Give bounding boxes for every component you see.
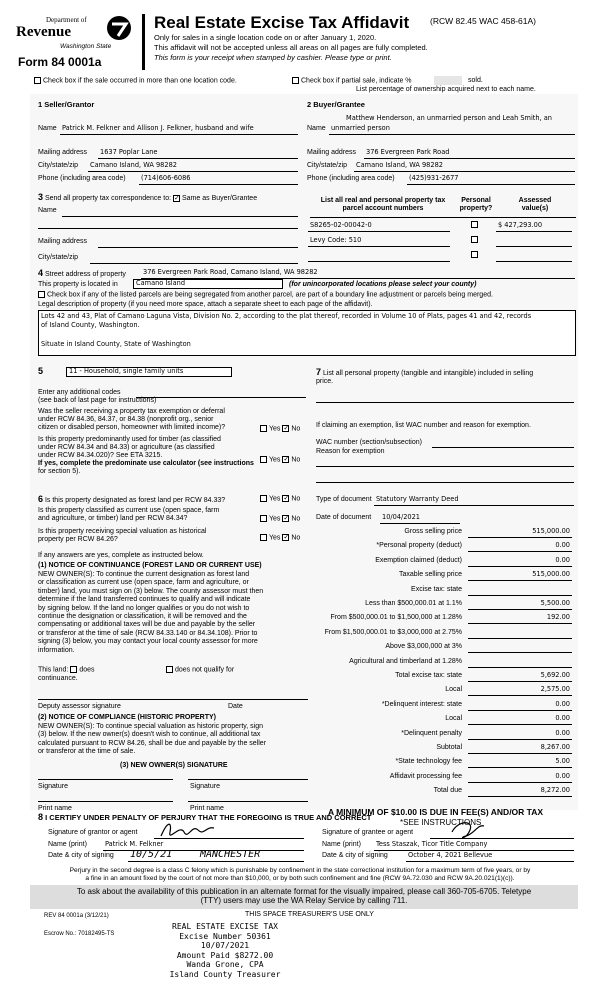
doc-type[interactable]: Statutory Warranty Deed <box>376 495 459 503</box>
forest-yes-no[interactable]: Yes ✓ No <box>260 495 300 503</box>
parcel-number[interactable]: S8265-02-00042-0 <box>310 221 372 229</box>
calc-value[interactable]: 8,267.00 <box>540 743 570 751</box>
grantor-city[interactable]: MANCHESTER <box>200 849 261 860</box>
sec3-line: 3 Send all property tax correspondence to: ✓ Same as Buyer/Grantee <box>38 192 257 203</box>
calc-value[interactable]: 192.00 <box>546 613 570 621</box>
current-use-yes-no[interactable]: Yes ✓ No <box>260 515 300 523</box>
sec5-num: 5 <box>38 366 44 376</box>
new-owner-print-label-2: Print name <box>190 805 224 812</box>
street-label: 4 Street address of property <box>38 268 126 278</box>
header-note-3: This form is your receipt when stamped by cashier. Please type or print. <box>154 53 392 62</box>
same-as-buyer-checkbox[interactable] <box>173 195 180 202</box>
historic-question: Is this property receiving special valuation as historical property per RCW 84.26? <box>38 528 207 544</box>
grantee-name-label: Name (print) <box>322 841 361 848</box>
assessed-header: Assessed value(s) <box>518 197 552 213</box>
calc-label: From $500,000.01 to $1,500,000 at 1.28% <box>330 614 462 621</box>
calc-value[interactable]: 0.00 <box>555 541 570 549</box>
doc-date[interactable]: 10/04/2021 <box>382 513 421 521</box>
buyer-mail-label: Mailing address <box>307 149 357 156</box>
seller-phone-label: Phone (including area code) <box>38 175 126 182</box>
calc-value[interactable]: 5,692.00 <box>540 671 570 679</box>
header-note-1: Only for sales in a single location code on or after January 1, 2020. <box>154 33 377 42</box>
calc-value[interactable]: 8,272.00 <box>540 786 570 794</box>
grantor-signature-label: Signature of grantor or agent <box>48 829 138 836</box>
dept-label: Department of <box>46 16 87 24</box>
forest-question: 6 Is this property designated as forest land per RCW 84.33? <box>38 494 226 504</box>
new-owner-heading: (3) NEW OWNER(S) SIGNATURE <box>120 762 228 769</box>
location-note: (for unincorporated locations please select your county) <box>289 281 477 288</box>
sec3-name-label: Name <box>38 207 57 214</box>
new-owner-signature-label-1: Signature <box>38 783 68 790</box>
treasurer-stamp <box>168 922 282 979</box>
calc-value[interactable]: 515,000.00 <box>532 527 570 535</box>
exemption-question: Was the seller receiving a property tax exemption or deferral under RCW 84.36, 84.37, or 84.38 (nonprofit org., senior citizen or disabled person, homeowner with limited income)? <box>38 408 226 432</box>
exemption-yes-no[interactable]: Yes ✓ No <box>260 425 300 433</box>
buyer-phone-label: Phone (including area code) <box>307 175 395 182</box>
multi-location-label: Check box if the sale occurred in more than one location code. <box>43 77 237 85</box>
compliance-text: NEW OWNER(S): To continue special valuation as historic property, sign (3) below. If the new owner(s) doesn't wish to continue, all additional tax calculated pursuant to RCW 84.26, shall be due and payable by the seller or transferor at the time of sale. <box>38 723 267 756</box>
if-yes-note: If any answers are yes, complete as instructed below. <box>38 552 204 559</box>
certify-heading: 8 I CERTIFY UNDER PENALTY OF PERJURY THAT THE FOREGOING IS TRUE AND CORRECT <box>38 812 372 822</box>
calc-label: Agricultural and timberland at 1.28% <box>349 658 462 665</box>
buyer-phone[interactable]: (425)931-2677 <box>409 174 459 182</box>
form-rcw: (RCW 82.45 WAC 458-61A) <box>430 16 536 26</box>
personal-checkbox-2[interactable] <box>471 236 480 244</box>
grantee-signature[interactable] <box>448 818 488 840</box>
legal-label: Legal description of property (if you need more space, attach a separate sheet to each page of the affidavit). <box>38 301 373 308</box>
seller-name-label: Name <box>38 125 57 132</box>
codes-label: Enter any additional codes (see back of last page for instructions) <box>38 389 157 405</box>
levy-code[interactable]: Levy Code: 510 <box>310 236 362 244</box>
current-use-question: Is this property classified as current use (open space, farm and agriculture, or timber) land per RCW 84.34? <box>38 507 220 523</box>
calc-value[interactable]: 0.00 <box>555 772 570 780</box>
grantor-name[interactable]: Patrick M. Felkner <box>105 840 164 848</box>
calc-label: Total due <box>433 787 462 794</box>
seller-name[interactable]: Patrick M. Felkner and Allison J. Felkner, husband and wife <box>62 124 254 132</box>
continuance-heading: (1) NOTICE OF CONTINUANCE (FOREST LAND OR CURRENT USE) <box>38 562 262 569</box>
segregation-checkbox[interactable] <box>38 291 493 299</box>
grantor-signature[interactable] <box>158 818 218 840</box>
calc-label: Subtotal <box>436 744 462 751</box>
stamp-line: REAL ESTATE EXCISE TAX <box>172 922 278 931</box>
washington-state-label: Washington State <box>60 43 112 50</box>
calc-label: Less than $500,000.01 at 1.1% <box>365 600 462 607</box>
compliance-heading: (2) NOTICE OF COMPLIANCE (HISTORIC PROPERTY) <box>38 714 216 721</box>
reason-label: Reason for exemption <box>316 448 385 455</box>
land-not-qualify[interactable]: does not qualify for <box>166 666 234 674</box>
form-number: Form 84 0001a <box>18 55 102 69</box>
land-qualify[interactable]: This land: does <box>38 666 95 674</box>
calc-label: *Delinquent interest: state <box>381 701 462 708</box>
buyer-mail[interactable]: 376 Evergreen Park Road <box>366 148 450 156</box>
grantee-date[interactable]: October 4, 2021 Bellevue <box>408 851 493 859</box>
partial-sale-label: Check box if partial sale, indicate % <box>301 77 412 85</box>
buyer-name-line2[interactable]: unmarried person <box>331 124 390 132</box>
legal-line-2: of Island County, Washington. <box>41 321 140 329</box>
parcel-list-header: List all real and personal property tax parcel account numbers <box>320 197 446 213</box>
revenue-logo-icon <box>106 14 132 42</box>
seller-mail[interactable]: 1637 Poplar Lane <box>100 148 158 156</box>
stamp-line: 10/07/2021 <box>200 941 250 950</box>
treasurer-label: THIS SPACE TREASURER'S USE ONLY <box>245 911 374 918</box>
calc-value[interactable]: 5,500.00 <box>540 599 570 607</box>
see-instructions: *SEE INSTRUCTIONS <box>400 818 482 827</box>
stamp-line: Amount Paid $8272.00 <box>176 950 274 960</box>
land-use-select[interactable]: 11 - Household, single family units <box>66 367 232 377</box>
calc-label: Gross selling price <box>404 528 462 535</box>
alternate-format-text: To ask about the availability of this publication in an alternate format for the visually impaired, please call 360-705-6705. Teletype (TTY) users may use the WA Relay Service by calling 711. <box>76 887 532 906</box>
minimum-notice: A MINIMUM OF $10.00 IS DUE IN FEE(S) AND/OR TAX <box>328 807 544 817</box>
personal-checkbox-1[interactable] <box>471 221 480 229</box>
calc-label: *Personal property (deduct) <box>376 542 462 549</box>
calc-label: Above $3,000,000 at 3% <box>385 643 462 650</box>
calc-value[interactable]: 0.00 <box>555 729 570 737</box>
buyer-city-label: City/state/zip <box>307 162 348 169</box>
calc-value[interactable]: 0.00 <box>555 714 570 722</box>
revenue-logo-text: Revenue <box>16 24 71 40</box>
grantee-date-label: Date & city of signing <box>322 852 388 859</box>
calc-label: *Delinquent penalty <box>401 730 462 737</box>
wac-label: WAC number (section/subsection) <box>316 439 422 446</box>
exemption-claim-label: If claiming an exemption, list WAC number and reason for exemption. <box>316 422 531 429</box>
header-divider <box>142 14 145 70</box>
grantor-date-label: Date & city of signing <box>48 852 114 859</box>
historic-yes-no[interactable]: Yes ✓ No <box>260 534 300 542</box>
seller-city-label: City/state/zip <box>38 162 79 169</box>
street-address[interactable]: 376 Evergreen Park Road, Camano Island, WA 98282 <box>143 268 318 276</box>
personal-property-label: 7 List all personal property (tangible and intangible) included in selling <box>316 367 534 377</box>
perjury-notice: Perjury in the second degree is a class C felony which is punishable by confinement in the state correctional institution for a maximum term of five years, or by a fine in an amount fixed by the court of not more than $10,000, or by both such confinement and fine (RCW 9A.72.030 and RCW 9A.20.021(1)(c)). <box>69 867 531 882</box>
legal-line-3: Situate in Island County, State of Washington <box>41 340 191 348</box>
stamp-line: Wanda Grone, CPA <box>186 960 264 969</box>
grantee-signature-label: Signature of grantee or agent <box>322 829 414 836</box>
personal-property-label-2: price. <box>316 378 334 385</box>
stamp-line: Excise Number 50361 <box>179 931 271 941</box>
sold-label: sold. <box>468 77 483 84</box>
calc-label: Exemption claimed (deduct) <box>375 557 462 564</box>
timber-question: Is this property predominantly used for timber (as classified under RCW 84.34 and 84.33) or agriculture (as classified under RCW 84.34.020)? See ETA 3215. If yes, complete the predominate use calculator (see instructions for section 5). <box>38 436 254 476</box>
header-note-2: This affidavit will not be accepted unless all areas on all pages are fully completed. <box>154 43 428 52</box>
escrow-number: Escrow No.: 70182495-TS <box>44 931 115 937</box>
location-select[interactable]: Camano Island <box>133 279 283 289</box>
calc-value[interactable]: 0.00 <box>555 700 570 708</box>
seller-phone[interactable]: (714)606-6086 <box>141 174 191 182</box>
grantee-name[interactable]: Tess Staszak, Ticor Title Company <box>376 840 488 848</box>
personal-checkbox-3[interactable] <box>471 251 480 259</box>
continuance-label: continuance. <box>38 675 78 682</box>
calc-label: Local <box>445 715 462 722</box>
buyer-name-label: Name <box>307 125 326 132</box>
calc-label: Local <box>445 686 462 693</box>
revision-label: REV 84 0001a (3/12/21) <box>44 913 109 919</box>
legal-line-1: Lots 42 and 43, Plat of Camano Laguna Vista, Division No. 2, according to the plat thereof, recorded in Volume 10 of Plats, pages 41 and 42, records <box>41 312 532 320</box>
deputy-date-label: Date <box>228 703 243 710</box>
calc-label: From $1,500,000.01 to $3,000,000 at 2.75% <box>324 629 462 636</box>
sec3-city-label: City/state/zip <box>38 254 79 261</box>
new-owner-print-label-1: Print name <box>38 805 72 812</box>
multi-location-checkbox[interactable] <box>34 77 237 85</box>
calc-label: Total excise tax: state <box>395 672 462 679</box>
calc-value[interactable]: 2,575.00 <box>540 685 570 693</box>
calc-label: *State technology fee <box>395 758 462 765</box>
partial-note: List percentage of ownership acquired next to each name. <box>356 86 536 93</box>
sec3-mail-label: Mailing address <box>38 238 88 245</box>
calc-value[interactable]: 0.00 <box>555 556 570 564</box>
doc-type-label: Type of document <box>316 496 372 503</box>
new-owner-signature-label-2: Signature <box>190 783 220 790</box>
continuance-text: NEW OWNER(S): To continue the current designation as forest land or classification as current use (open space, farm and agriculture, or timber) land, you must sign on (3) below. The county assessor must then determine if the land transferred continues to qualify and will indicate by signing below. If the land no longer qualifies or you do not wish to continue the designation or classification, it will be removed and the compensating or additional taxes will be due and payable by the seller or transferor at the time of sale (RCW 84.33.140 or 84.34.108). Prior to signing (3) below, you may contact your local county assessor for more information. <box>38 571 264 654</box>
grantor-name-label: Name (print) <box>48 841 87 848</box>
stamp-line: Island County Treasurer <box>169 969 281 979</box>
partial-percent-field[interactable] <box>434 76 462 85</box>
buyer-heading: 2 Buyer/Grantee <box>307 100 365 109</box>
seller-heading: 1 Seller/Grantor <box>38 100 95 109</box>
calc-label: Taxable selling price <box>398 571 462 578</box>
calc-label: Excise tax: state <box>411 586 462 593</box>
personal-header: Personal property? <box>459 197 493 213</box>
calc-value[interactable]: 515,000.00 <box>532 570 570 578</box>
calc-label: Affidavit processing fee <box>389 773 462 780</box>
segregation-label: Check box if any of the listed parcels are being segregated from another parcel, are part of a boundary line adjustment or parcels being merged. <box>47 291 493 299</box>
timber-yes-no[interactable]: Yes ✓ No <box>260 456 300 464</box>
assessed-value[interactable]: $ 427,293.00 <box>498 221 543 229</box>
located-label: This property is located in <box>38 281 118 288</box>
deputy-signature-label: Deputy assessor signature <box>38 703 121 710</box>
seller-city[interactable]: Camano Island, WA 98282 <box>90 161 177 169</box>
doc-date-label: Date of document <box>316 514 372 521</box>
partial-sale-checkbox[interactable] <box>292 77 412 85</box>
seller-mail-label: Mailing address <box>38 149 88 156</box>
grantor-date[interactable]: 10/5/21 <box>130 849 173 860</box>
calc-value[interactable]: 5.00 <box>555 757 570 765</box>
buyer-city[interactable]: Camano Island, WA 98282 <box>356 161 443 169</box>
buyer-name-line1[interactable]: Matthew Henderson, an unmarried person and Leah Smith, an <box>346 114 552 122</box>
form-title: Real Estate Excise Tax Affidavit <box>154 13 410 32</box>
